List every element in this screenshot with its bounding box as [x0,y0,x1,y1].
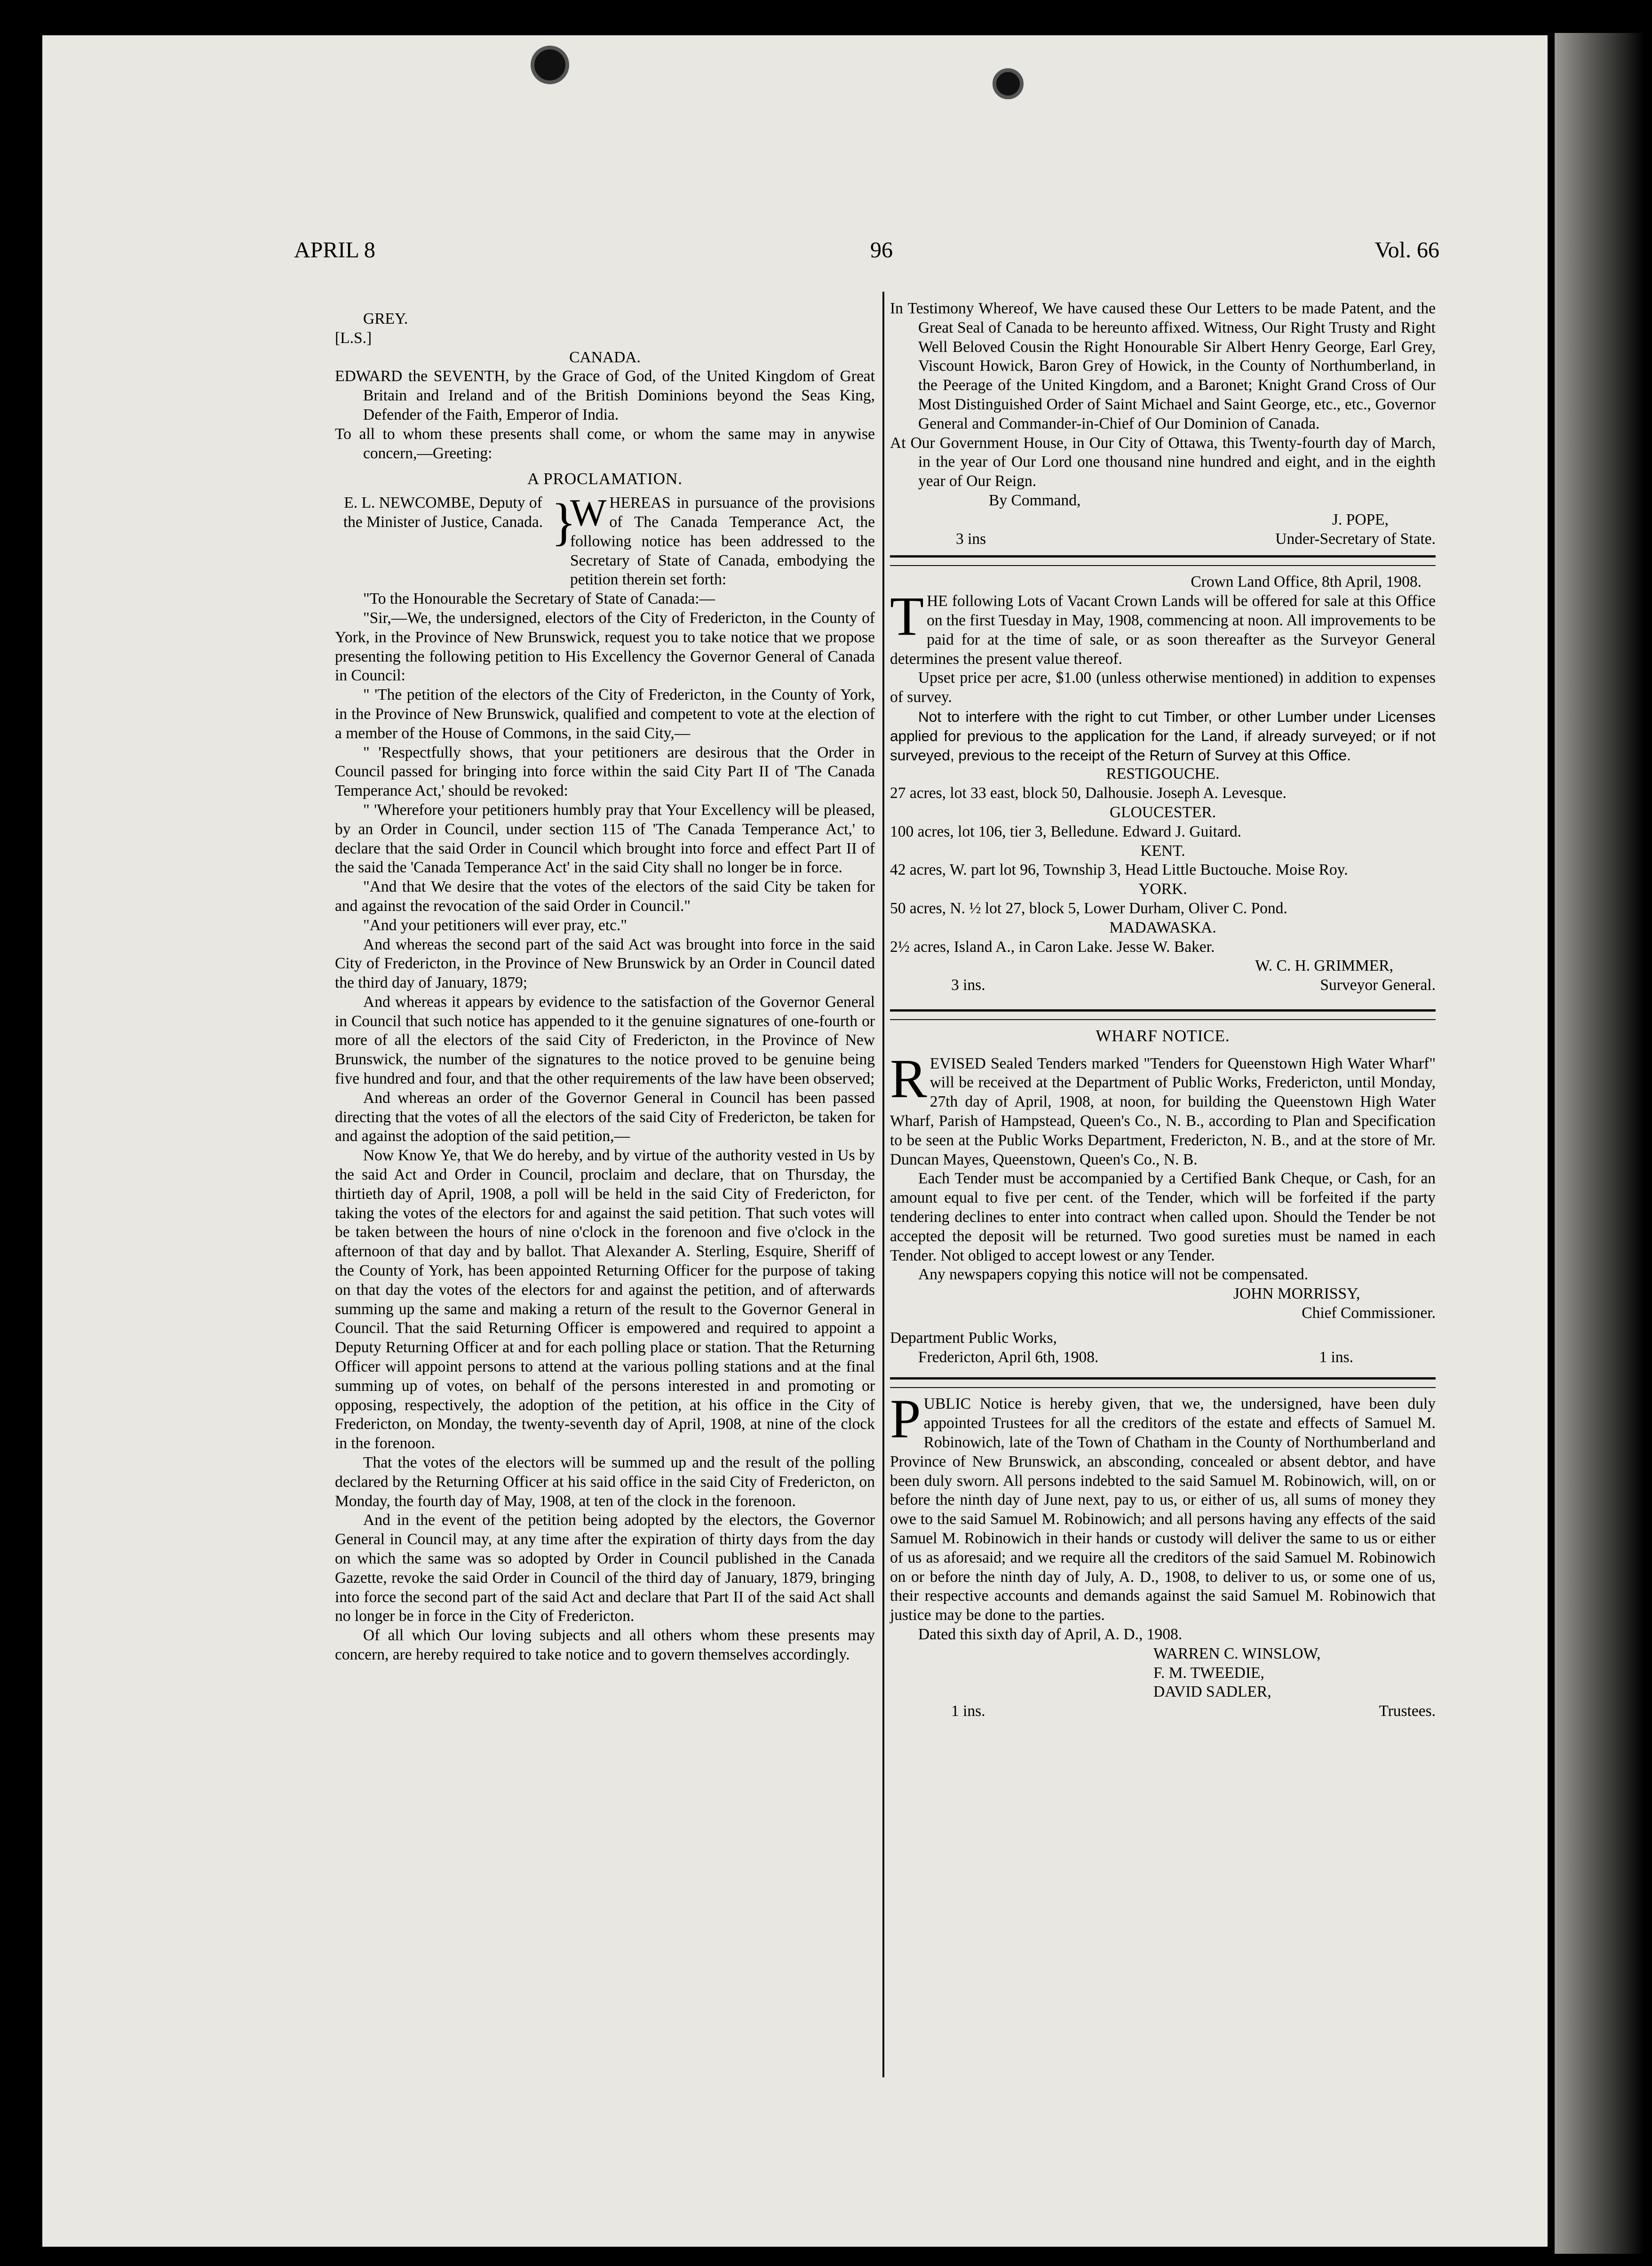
royal-style: EDWARD the SEVENTH, by the Grace of God, of the United Kingdom of Great Britain and Ireland and of the British Dominions beyond the Seas King, Defender of the Faith, Emperor of India. [335,367,875,423]
seal: [L.S.] [335,329,372,347]
signer-pope: J. POPE, [1332,511,1389,528]
public-dated: Dated this sixth day of April, A. D., 1908. [918,1626,1183,1643]
drop-cap: W [570,491,607,535]
header-volume: Vol. 66 [1374,238,1439,263]
proclamation-heading: A PROCLAMATION. [527,470,683,488]
lot-county: GLOUCESTER. [1109,803,1216,821]
petition-p12: That the votes of the electors will be summed up and the result of the polling declared by the Returning Officer at his said office in the said City of Fredericton, on Monday, the fourth day of May, 1908, at ten of the clock in the forenoon. [335,1454,875,1510]
lot-county: KENT. [1140,842,1185,860]
wharf-p3: Any newspapers copying this notice will not be compensated. [918,1266,1308,1284]
proclamation-column [335,310,875,1665]
crown-land-dateline: Crown Land Office, 8th April, 1908. [1191,573,1422,591]
signer-grey: GREY. [363,310,408,327]
lot-entry: 100 acres, lot 106, tier 3, Belledune. Edward J. Guitard. [890,822,1242,840]
deputy-block [335,491,875,590]
testimony: In Testimony Whereof, We have caused these Our Letters to be made Patent, and the Great Seal of Canada to be hereunto affixed. Witness, Our Right Trusty and Right Well Beloved Cousin the Right Honourable Sir Albert Henry George, Earl Grey, Viscount Howick, Baron Grey of Howick, in the County of Northumberland, in the Peerage of the United Kingdom, and a Baronet; Knight Grand Cross of Our Most Distinguished Order of Saint Michael and Saint George, etc., etc., Governor General and Commander-in-Chief of Our Dominion of Canada. [890,300,1436,432]
petition-p4: " 'Respectfully shows, that your petitioners are desirous that the Order in Council passed for bringing into force within the said City Part II of 'The Canada Temperance Act,' should be revoked: [335,743,875,800]
notices-column [890,299,1436,1721]
signer-pope-title: Under-Secretary of State. [1275,530,1436,548]
greeting: To all to whom these presents shall come, or whom the same may in anywise concern,—Greeting: [335,425,875,462]
insertion-count: 1 ins. [1319,1348,1353,1366]
grimmer-line [890,976,1436,995]
public-notice-text: UBLIC Notice is hereby given, that we, the undersigned, have been duly appointed Trustees for all the creditors of the estate and effects of Samuel M. Robinowich, late of the Town of Chatham in the County of Northumberland and Province of New Brunswick, an absconding, concealed or absent debtor, and have been duly sworn. All persons indebted to the said Samuel M. Robinowich, will, on or before the ninth day of June next, pay to us, or either of us, all sums of money they owe to the said Samuel M. Robinowich; and all persons having any effects of the said Samuel M. Robinowich in their hands or custody will deliver the same to us or either of us as aforesaid; and we require all the creditors of the said Samuel M. Robinowich on or before the ninth day of July, A. D., 1908, to deliver to us, or some one of us, their respective accounts and demands against the said Samuel M. Robinowich that justice may be done to the parties. [890,1395,1436,1624]
petition-p9: And whereas it appears by evidence to the satisfaction of the Governor General in Council that such notice has appended to it the genuine signatures of one-fourth or more of all the electors of the said City of Fredericton, in the Province of New Brunswick, the number of the signatures to the notice proved to be genuine being five hundred and four, and that the other requirements of the law have been observed; [335,993,875,1088]
double-rule [890,1009,1436,1020]
trustee-name: DAVID SADLER, [1153,1683,1271,1701]
petition-p14: Of all which Our loving subjects and all others whom these presents may concern, are hereby required to take notice and to govern themselves accordingly. [335,1627,875,1663]
lot-entry: 27 acres, lot 33 east, block 50, Dalhousie. Joseph A. Levesque. [890,784,1287,802]
lot-county: RESTIGOUCHE. [1106,765,1220,783]
column-divider [882,292,884,2077]
whereas-start [570,491,875,590]
wharf-dateline [890,1348,1436,1367]
wharf-dept: Department Public Works, [890,1329,1057,1347]
punch-hole [531,46,569,84]
header-date: APRIL 8 [294,238,375,263]
wharf-p1 [890,1047,1436,1170]
lot-entry: 2½ acres, Island A., in Caron Lake. Jesse W. Baker. [890,938,1215,956]
pope-line [890,530,1436,549]
crown-land-intro-text: HE following Lots of Vacant Crown Lands will be offered for sale at this Office on the first Tuesday in May, 1908, commencing at noon. All improvements to be paid for at the time of sale, or as soon thereafter as the Surveyor General determines the present value thereof. [890,592,1436,668]
page-header [294,237,1439,270]
upset-price: Upset price per acre, $1.00 (unless otherwise mentioned) in addition to expenses of survey. [890,669,1436,706]
insertion-count: 3 ins. [951,976,985,994]
petition-p1: "To the Honourable the Secretary of State of Canada:— [363,590,715,608]
drop-cap: T [890,585,924,647]
whereas-text: HEREAS in pursuance of the provisions of The Canada Temperance Act, the following notice has been addressed to the Secretary of State of Canada, embodying the petition therein set forth: [570,494,875,589]
lot-county: YORK. [1138,880,1187,898]
lot-county: MADAWASKA. [1109,918,1216,936]
petition-p10: And whereas an order of the Governor General in Council has been passed directing that the votes of all the electors of the said City of Fredericton, be taken for and against the adoption of the said petition,— [335,1089,875,1145]
insertion-count: 3 ins [956,530,986,548]
drop-cap: R [890,1047,927,1109]
petition-p13: And in the event of the petition being adopted by the electors, the Governor General in Council may, at any time after the expiration of thirty days from the day on which the same was so adopted by Order in Council published in the Canada Gazette, revoke the said Order in Council of the third day of January, 1879, bringing into force the second part of the said Act and declare that Part II of the said Act shall no longer be in force in the City of Fredericton. [335,1511,875,1625]
brace: } [551,493,576,551]
petition-p2: "Sir,—We, the undersigned, electors of the City of Fredericton, in the County of York, in the Province of New Brunswick, request you to take notice that we propose presenting the following petition to His Excellency the Governor General of Canada in Council: [335,609,875,685]
wharf-heading: WHARF NOTICE. [1096,1026,1230,1045]
by-command: By Command, [989,491,1081,509]
petition-p6: "And that We desire that the votes of the electors of the said City be taken for and against the revocation of the said Order in Council." [335,878,875,915]
petition-p8: And whereas the second part of the said Act was brought into force in the said City of Fredericton, in the Province of New Brunswick by an Order in Council dated the third day of January, 1879; [335,935,875,992]
wharf-p2: Each Tender must be accompanied by a Certified Bank Cheque, or Cash, for an amount equal to five per cent. of the Tender, which will be forfeited if the party tendering declines to enter into contract when called upon. Should the Tender be not accepted the deposit will be returned. Two good sureties must be named in each Tender. Not obliged to accept lowest or any Tender. [890,1170,1436,1264]
trustee-name: F. M. TWEEDIE, [1153,1664,1264,1682]
drop-cap: P [890,1388,921,1450]
double-rule [890,555,1436,566]
petition-p3: " 'The petition of the electors of the City of Fredericton, in the County of York, in the Province of New Brunswick, qualified and competent to vote at the election of a member of the House of Commons, in the said City,— [335,686,875,742]
lot-entry: 42 acres, W. part lot 96, Township 3, Head Little Buctouche. Moise Roy. [890,861,1348,879]
country: CANADA. [569,348,641,366]
trustee-name: WARREN C. WINSLOW, [1153,1644,1321,1662]
wharf-place-date: Fredericton, April 6th, 1908. [918,1348,1099,1366]
timber-clause: Not to interfere with the right to cut Timber, or other Lumber under Licenses applied for previous to the application for the Land, if already surveyed; or if not surveyed, previous to the receipt of the Return of Survey at this Office. [890,708,1436,764]
double-rule [890,1377,1436,1388]
trustees-label: Trustees. [1379,1702,1436,1720]
given-at: At Our Government House, in Our City of Ottawa, this Twenty-fourth day of March, in the year of Our Lord one thousand nine hundred and eight, and in the eighth year of Our Reign. [890,434,1436,490]
petition-p5: " 'Wherefore your petitioners humbly pray that Your Excellency will be pleased, by an Order in Council, under section 115 of 'The Canada Temperance Act,' to declare that the said Order in Council which brought into force and effect Part II of the said the 'Canada Temperance Act' in the said City shall no longer be in force. [335,801,875,877]
page-edge-shadow [1555,33,1644,2254]
petition-p11: Now Know Ye, that We do hereby, and by virtue of the authority vested in Us by the said Act and Order in Council, proclaim and declare, that on Thursday, the thirtieth day of April, 1908, a poll will be held in the said City of Fredericton, for taking the votes of the electors for and against the said petition. That such votes will be taken between the hours of nine o'clock in the forenoon and five o'clock in the afternoon of that day and by ballot. That Alexander A. Sterling, Esquire, Sheriff of the County of York, has been appointed Returning Officer for the purpose of taking on that day the votes of the electors for and against the petition, and of afterwards summing up the same and making a return of the result to the Governor General in Council. That the said Returning Officer is empowered and required to appoint a Deputy Returning Officer at and for each polling place or station. That the Returning Officer will appoint persons to attend at the various polling stations and at the final summing up of votes, on behalf of the persons interested in and promoting or opposing, respectively, the adoption of the petition, at his office in the City of Fredericton, on Monday, the twenty-seventh day of April, 1908, at nine of the clock in the forenoon. [335,1147,875,1452]
insertion-count: 1 ins. [951,1702,985,1720]
signer-grimmer-title: Surveyor General. [1320,976,1436,994]
petition-p7: "And your petitioners will ever pray, etc." [363,916,627,934]
trustees-line [890,1702,1436,1721]
lot-entry: 50 acres, N. ½ lot 27, block 5, Lower Durham, Oliver C. Pond. [890,899,1287,917]
public-notice [890,1388,1436,1625]
signer-grimmer: W. C. H. GRIMMER, [1255,957,1393,975]
punch-hole [993,68,1024,99]
signer-morrissy: JOHN MORRISSY, [1233,1285,1360,1303]
signer-morrissy-title: Chief Commissioner. [1302,1304,1436,1322]
header-page-number: 96 [870,238,893,263]
deputy-name: E. L. NEWCOMBE, Deputy of the Minister of Justice, Canada. [343,494,543,531]
crown-land-intro [890,585,1436,669]
wharf-p1-text: EVISED Sealed Tenders marked "Tenders for Queenstown High Water Wharf" will be received at the Department of Public Works, Fredericton, until Monday, 27th day of April, 1908, at noon, for building the Queenstown High Water Wharf, Parish of Hampstead, Queen's Co., N. B., according to Plan and Specification to be seen at the Public Works Department, Fredericton, N. B., and at the store of Mr. Duncan Mayes, Queenstown, Queen's Co., N. B. [890,1054,1436,1168]
